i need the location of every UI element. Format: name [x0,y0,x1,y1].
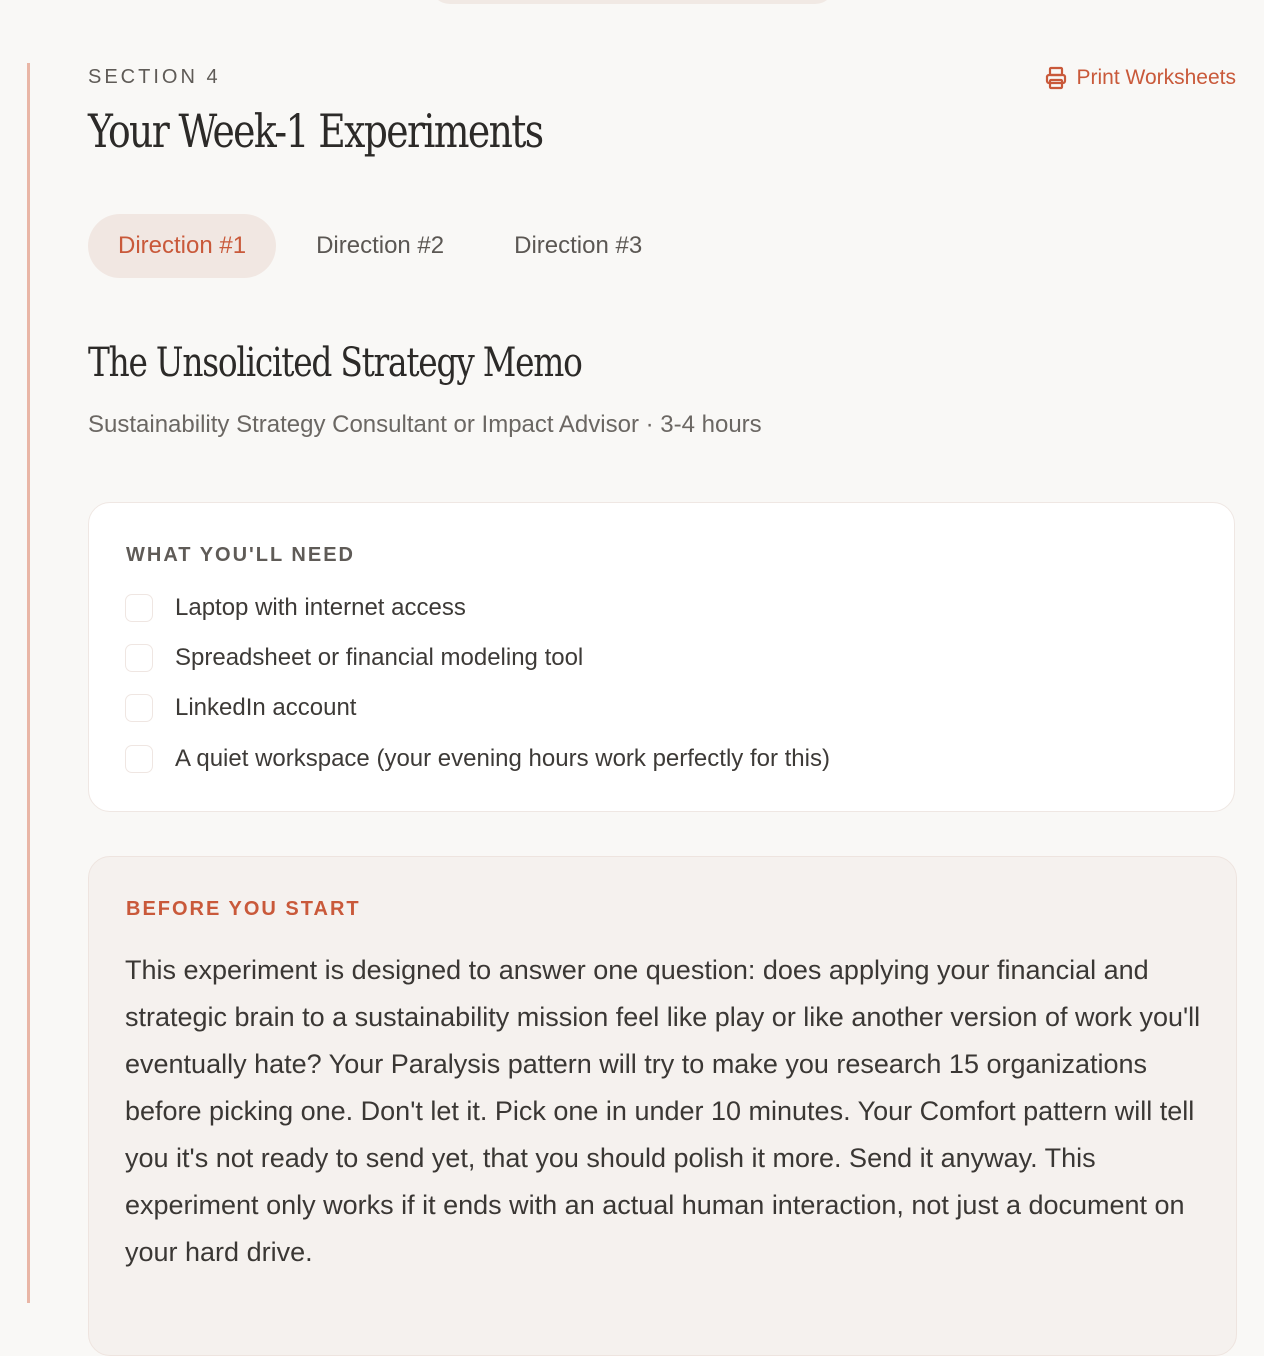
needs-item-label: Spreadsheet or financial modeling tool [175,644,584,671]
print-worksheets-button[interactable] [1045,66,1237,90]
before-text: This experiment is designed to answer one question: does applying your financial and strategic brain to a sustainability mission feel like play or like another version of work you'll eventually hate? Your Paralysis pattern will try to make you research 15 organizations before picking one. Don't let it. Pick one in under 10 minutes. Your Comfort pattern will tell you it's not ready to send yet, that you should polish it more. Send it anyway. This experiment only works if it ends with an actual human interaction, not just a document on your hard drive. [125,955,1201,1267]
tab-direction-2[interactable]: Direction #2 [316,232,445,259]
needs-item [125,694,356,722]
before-label: BEFORE YOU START [126,898,361,920]
checkbox[interactable] [125,594,153,622]
tab-direction-1[interactable]: Direction #1 [88,214,276,278]
checkbox[interactable] [125,644,153,672]
direction-tabs [88,214,682,278]
needs-item-label: Laptop with internet access [175,594,466,621]
printer-icon [1045,66,1067,90]
tab-direction-3[interactable]: Direction #3 [514,232,643,259]
top-pill [430,0,835,4]
needs-card [88,502,1235,812]
needs-item [125,594,466,622]
print-worksheets-label: Print Worksheets [1076,66,1236,89]
experiment-title: The Unsolicited Strategy Memo [88,340,582,386]
checkbox[interactable] [125,745,153,773]
section-label: SECTION 4 [88,66,221,88]
needs-label: WHAT YOU'LL NEED [126,544,355,566]
needs-item [125,644,583,672]
needs-item-label: A quiet workspace (your evening hours work perfectly for this) [175,745,830,772]
experiment-subtitle: Sustainability Strategy Consultant or Impact Advisor · 3-4 hours [88,411,762,438]
section-rule [27,63,30,1303]
checkbox[interactable] [125,694,153,722]
page-title: Your Week-1 Experiments [88,104,543,158]
needs-item [125,745,830,773]
before-you-start-card [88,856,1237,1356]
needs-item-label: LinkedIn account [175,694,357,721]
